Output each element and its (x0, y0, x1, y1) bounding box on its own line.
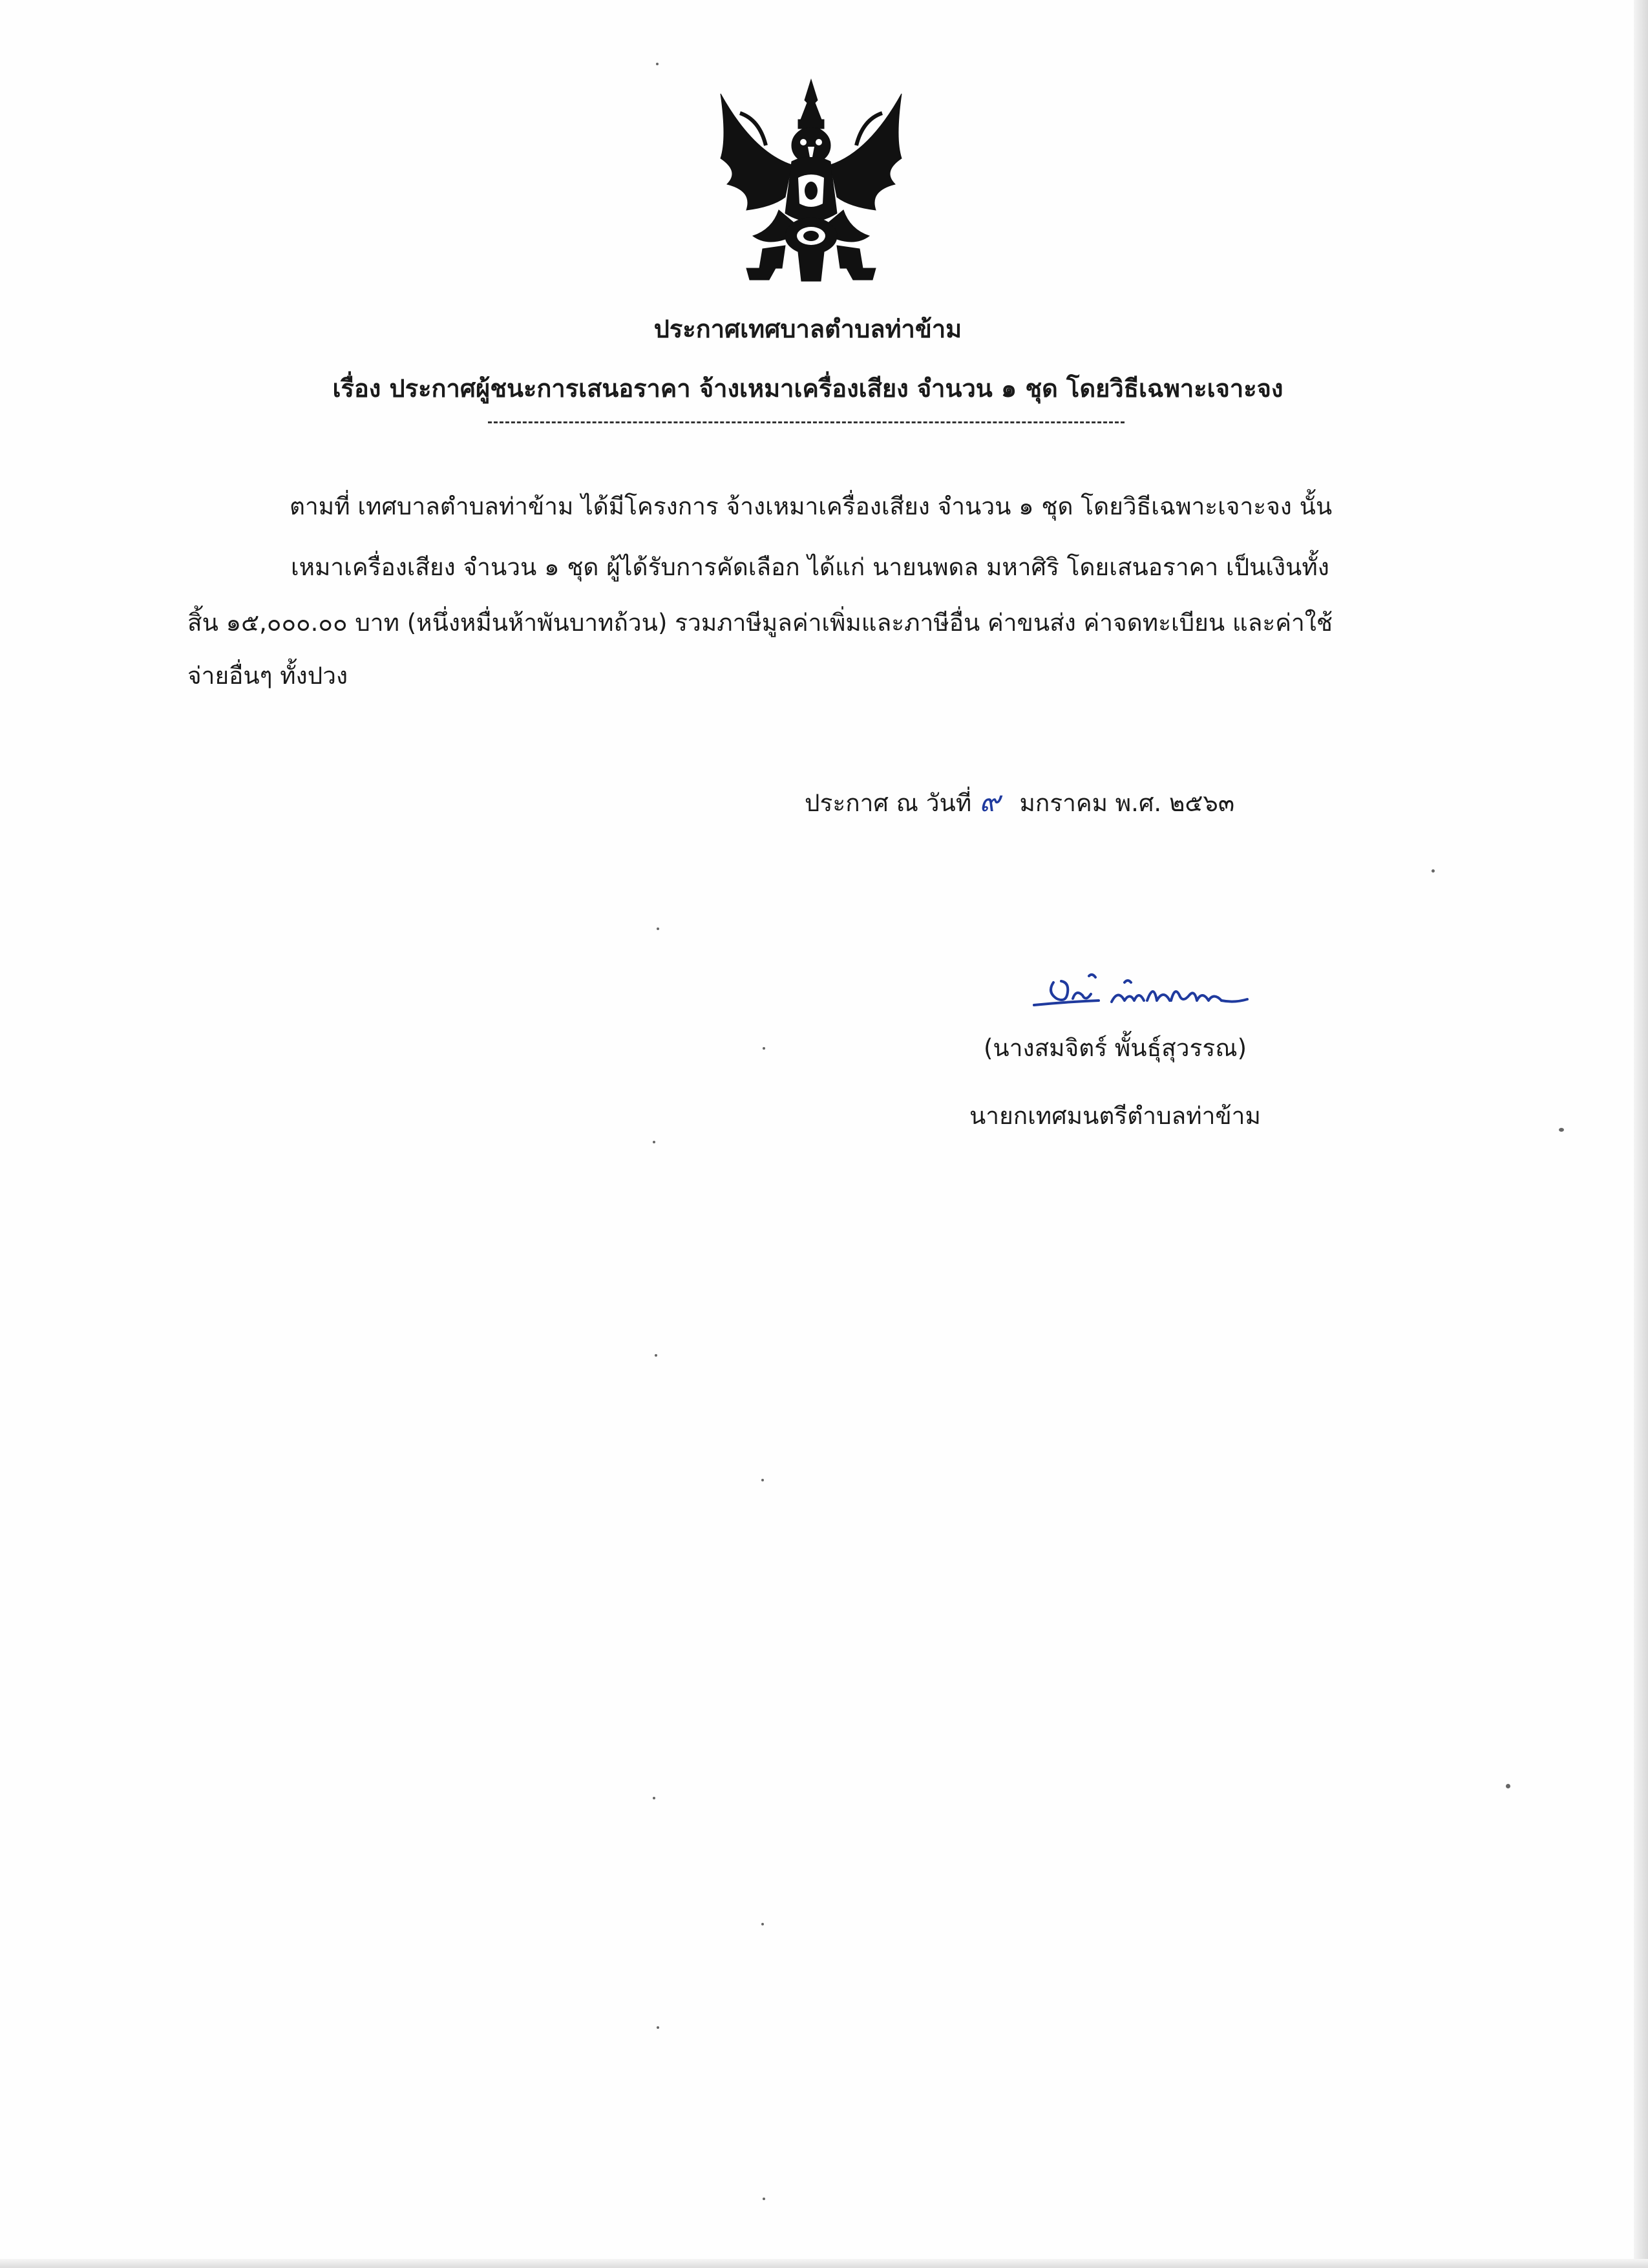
scan-speck (657, 2026, 659, 2029)
date-month-year: มกราคม พ.ศ. ๒๕๖๓ (1019, 789, 1235, 817)
scan-speck (1431, 869, 1435, 873)
announcement-subject: เรื่อง ประกาศผู้ชนะการเสนอราคา จ้างเหมาเครื่องเสียง จำนวน ๑ ชุด โดยวิธีเฉพาะเจาะจง (332, 374, 1284, 403)
scan-bottom-shadow (0, 2259, 1648, 2268)
signatory-position: นายกเทศมนตรีตำบลท่าข้าม (969, 1102, 1261, 1130)
body-line-3: สิ้น ๑๕,๐๐๐.๐๐ บาท (หนึ่งหมื่นห้าพันบาทถ้วน) รวมภาษีมูลค่าเพิ่มและภาษีอื่น ค่าขนส่ง ค่าจดทะเบียน และค่าใช้ (187, 609, 1333, 637)
scan-speck (761, 1479, 764, 1481)
body-line-1: ตามที่ เทศบาลตำบลท่าข้าม ได้มีโครงการ จ้างเหมาเครื่องเสียง จำนวน ๑ ชุด โดยวิธีเฉพาะเจาะจง นั้น (290, 493, 1333, 520)
body-line-4: จ่ายอื่นๆ ทั้งปวง (187, 662, 348, 690)
announcement-title: ประกาศเทศบาลตำบลท่าข้าม (653, 315, 962, 343)
scan-speck (1506, 1784, 1510, 1788)
scan-speck (657, 927, 659, 930)
garuda-emblem-icon (701, 74, 921, 291)
scan-speck (655, 1354, 657, 1357)
signature-handwriting-icon (1028, 963, 1260, 1021)
signatory-name: (นางสมจิตร์ พั้นธุ์สุวรรณ) (984, 1034, 1247, 1062)
scan-speck (763, 2198, 765, 2200)
scan-speck (653, 1141, 655, 1143)
scan-edge-shadow (1634, 0, 1648, 2268)
scan-speck (656, 63, 659, 65)
date-day-handwritten: ๙ (979, 785, 1000, 818)
scan-speck (653, 1797, 655, 1799)
date-prefix: ประกาศ ณ วันที่ (805, 789, 972, 817)
announcement-date (805, 779, 1234, 824)
scan-speck (763, 1047, 765, 1050)
scan-speck (761, 1923, 764, 1925)
title-divider (488, 421, 1125, 423)
scan-speck (1559, 1128, 1564, 1132)
body-line-2: เหมาเครื่องเสียง จำนวน ๑ ชุด ผู้ได้รับการคัดเลือก ได้แก่ นายนพดล มหาศิริ โดยเสนอราคา เป็นเงินทั้ง (291, 553, 1329, 581)
